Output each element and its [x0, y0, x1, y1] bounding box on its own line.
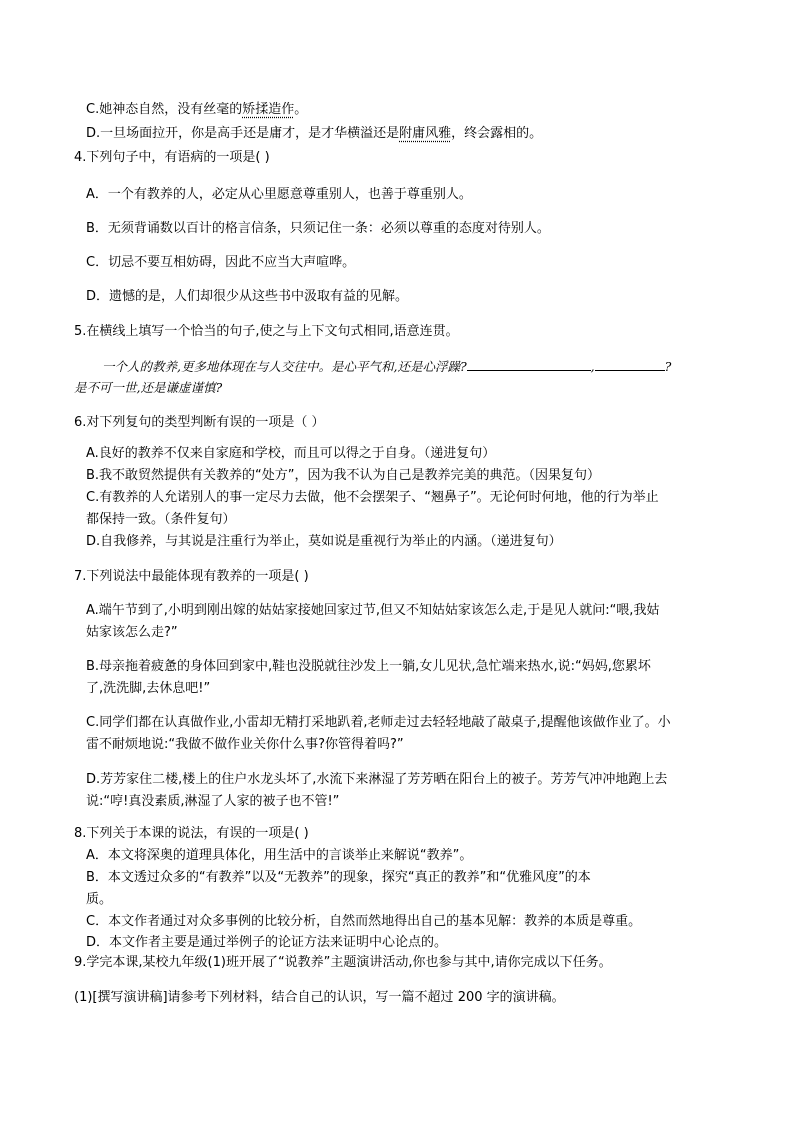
question-5-line1: 一个人的教养,更多地体现在与人交往中。是心平气和,还是心浮躁? , ?: [102, 356, 671, 376]
option-8d: D．本文作者主要是通过举例子的论证方法来证明中心论点的。: [86, 935, 448, 950]
option-8a: A．本文将深奥的道理具体化，用生活中的言谈举止来解说“教养”。: [86, 848, 473, 863]
question-7-stem: 7.下列说法中最能体现有教养的一项是( ): [74, 569, 309, 584]
option-8b-line2: 质。: [86, 892, 113, 907]
option-4d: D．遗憾的是，人们却很少从这些书中汲取有益的见解。: [86, 289, 409, 304]
question-5-line2: 是不可一世,还是谦虚谨慎?: [74, 380, 223, 395]
dotted-phrase: 附庸风雅: [399, 126, 452, 141]
option-7d-line2: 说:“哼!真没素质,淋湿了人家的被子也不管!”: [86, 794, 340, 809]
answer-blank-2[interactable]: [595, 356, 665, 371]
option-7a-line2: 姑家该怎么走?”: [86, 625, 178, 640]
option-8b-line1: B．本文透过众多的“有教养”以及“无教养”的现象，探究“真正的教养”和“优雅风度”的本: [86, 870, 591, 885]
option-7a-line1: A.端午节到了,小明到刚出嫁的姑姑家接她回家过节,但又不知姑姑家该怎么走,于是见人就问:“喂,我姑: [86, 603, 660, 618]
option-7c-line2: 雷不耐烦地说:“我做不做作业关你什么事?你管得着吗?”: [86, 737, 404, 752]
dotted-phrase: 矫揉造作: [242, 102, 295, 117]
question-6-stem: 6.对下列复句的类型判断有误的一项是（ ）: [74, 415, 325, 430]
option-7d-line1: D.芳芳家住二楼,楼上的住户水龙头坏了,水流下来淋湿了芳芳晒在阳台上的被子。芳芳气冲冲地跑上去: [86, 772, 668, 787]
option-6c-line1: C.有教养的人允诺别人的事一定尽力去做，他不会摆架子、“翘鼻子”。无论何时何地，他的行为举止: [86, 490, 659, 505]
question-8-stem: 8.下列关于本课的说法，有误的一项是( ): [74, 826, 309, 841]
question-9-stem: 9.学完本课,某校九年级(1)班开展了“说教养”主题演讲活动,你也参与其中,请你完成以下任务。: [74, 955, 612, 970]
option-7b-line2: 了,洗洗脚,去休息吧!”: [86, 681, 211, 696]
question-9-sub1: (1)[撰写演讲稿]请参考下列材料，结合自己的认识，写一篇不超过 200 字的演讲稿。: [74, 990, 565, 1005]
option-6a: A.良好的教养不仅来自家庭和学校，而且可以得之于自身。（递进复句）: [86, 446, 496, 461]
option-4a: A．一个有教养的人，必定从心里愿意尊重别人，也善于尊重别人。: [86, 187, 472, 202]
option-4b: B．无须背诵数以百计的格言信条，只须记住一条：必须以尊重的态度对待别人。: [86, 221, 550, 236]
option-7b-line1: B.母亲拖着疲惫的身体回到家中,鞋也没脱就往沙发上一躺,女儿见状,急忙端来热水,说:“妈妈,您累坏: [86, 659, 651, 674]
option-6c-line2: 都保持一致。（条件复句）: [86, 512, 236, 527]
option-6b: B.我不敢贸然提供有关教养的“处方”，因为我不认为自己是教养完美的典范。（因果复句）: [86, 468, 601, 483]
option-8c: C．本文作者通过对众多事例的比较分析，自然而然地得出自己的基本见解：教养的本质是尊重。: [86, 914, 642, 929]
question-4-stem: 4.下列句子中，有语病的一项是( ): [74, 150, 270, 165]
question-5-stem: 5.在横线上填写一个恰当的句子,使之与上下文句式相同,语意连贯。: [74, 324, 459, 339]
option-3c: C.她神态自然，没有丝毫的矫揉造作。: [86, 102, 308, 117]
option-4c: C．切忌不要互相妨碍，因此不应当大声喧哗。: [86, 255, 356, 270]
option-6d: D.自我修养，与其说是注重行为举止，莫如说是重视行为举止的内涵。（递进复句）: [86, 534, 562, 549]
option-3d: D.一旦场面拉开，你是高手还是庸才，是才华横溢还是附庸风雅，终会露相的。: [86, 126, 543, 141]
answer-blank-1[interactable]: [467, 356, 591, 371]
option-7c-line1: C.同学们都在认真做作业,小雷却无精打采地趴着,老师走过去轻轻地敲了敲桌子,提醒他该做作业了。小: [86, 715, 671, 730]
